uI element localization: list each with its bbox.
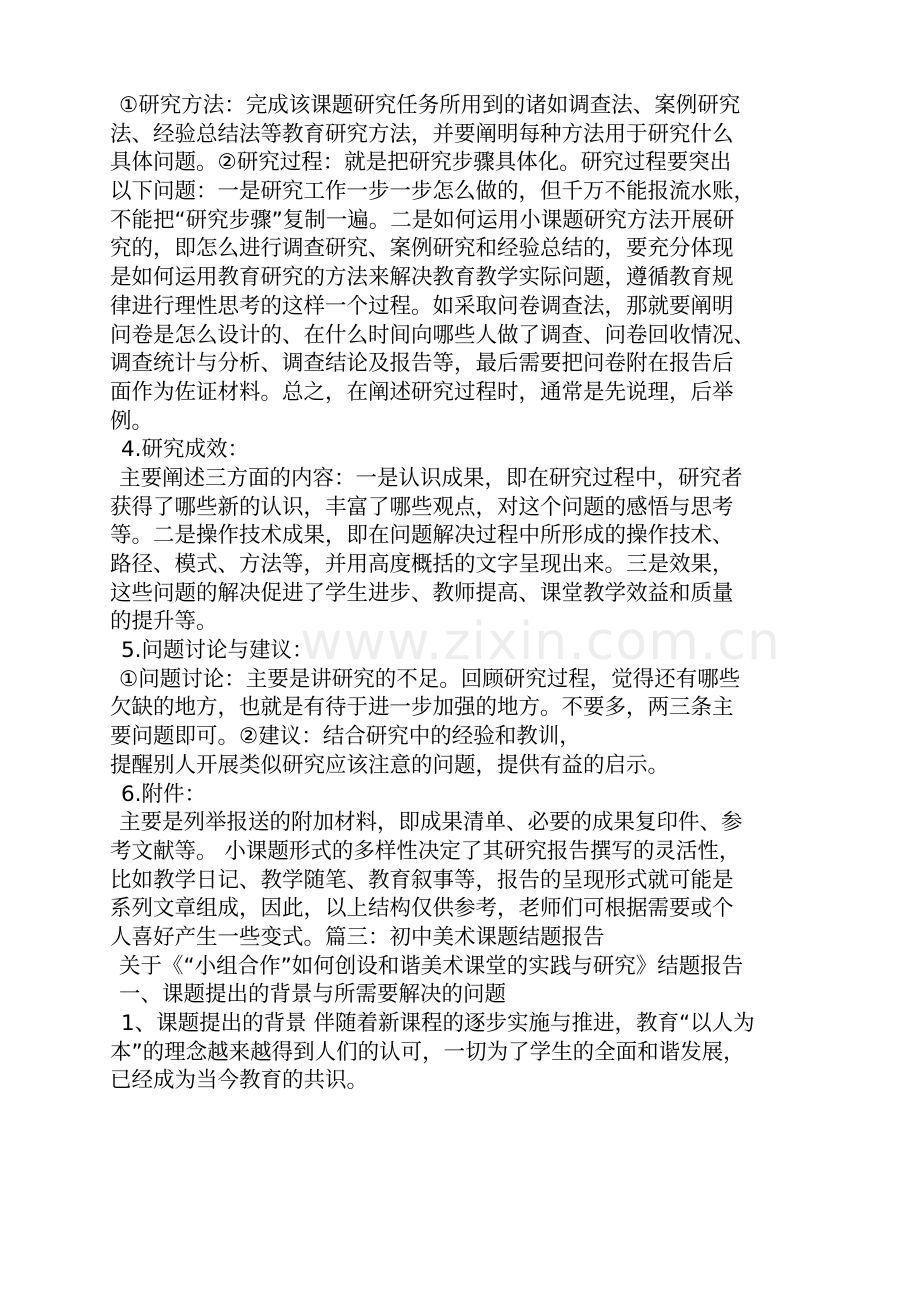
text-line: 已经成为当今教育的共识。: [110, 1068, 369, 1094]
report-title-line: 关于《“小组合作”如何创设和谐美术课堂的实践与研究》结题报告: [119, 953, 744, 979]
watermark: www.zixin.com.cn: [300, 612, 781, 672]
text-line: ①问题讨论：主要是讲研究的不足。回顾研究过程，觉得还有哪些: [119, 666, 741, 692]
text-line: 不能把“研究步骤”复制一遍。二是如何运用小课题研究方法开展研: [110, 207, 735, 233]
text-line: 是如何运用教育研究的方法来解决教育教学实际问题，遵循教育规: [110, 265, 734, 291]
text-line: 的提升等。: [110, 609, 218, 635]
section-heading: 4.研究成效：: [121, 437, 250, 463]
text-line: 本”的理念越来越得到人们的认可，一切为了学生的全面和谐发展，: [110, 1039, 745, 1065]
text-line: 例。: [110, 408, 154, 434]
section-heading: 5.问题讨论与建议：: [121, 638, 314, 664]
text-line: 获得了哪些新的认识，丰富了哪些观点，对这个问题的感悟与思考: [110, 494, 734, 520]
text-line: 欠缺的地方，也就是有待于进一步加强的地方。不要多，两三条主: [110, 695, 734, 721]
text-line: 比如教学日记、教学随笔、教育叙事等，报告的呈现形式就可能是: [110, 867, 734, 893]
section-heading: 一、课题提出的背景与所需要解决的问题: [119, 982, 507, 1008]
text-line: 究的，即怎么进行调查研究、案例研究和经验总结的，要充分体现: [110, 236, 734, 262]
text-line: 等。二是操作技术成果，即在问题解决过程中所形成的操作技术、: [110, 523, 734, 549]
text-line: 提醒别人开展类似研究应该注意的问题，提供有益的启示。: [110, 752, 670, 778]
text-line: 这些问题的解决促进了学生进步、教师提高、课堂教学效益和质量: [110, 580, 734, 606]
text-line: ①研究方法：完成该课题研究任务所用到的诸如调查法、案例研究: [119, 93, 741, 118]
text-line: 要问题即可。②建议：结合研究中的经验和教训，: [110, 724, 581, 750]
text-line: 人喜好产生一些变式。篇三：初中美术课题结题报告: [110, 924, 605, 950]
text-line: 具体问题。②研究过程：就是把研究步骤具体化。研究过程要突出: [110, 150, 732, 176]
text-line: 调查统计与分析、调查结论及报告等，最后需要把问卷附在报告后: [110, 351, 734, 377]
text-line: 以下问题：一是研究工作一步一步怎么做的，但千万不能报流水账，: [110, 179, 756, 205]
text-line: 路径、模式、方法等，并用高度概括的文字呈现出来。三是效果，: [110, 552, 734, 577]
text-line: 考文献等。 小课题形式的多样性决定了其研究报告撰写的灵活性，: [110, 838, 741, 864]
text-line: 主要是列举报送的附加材料，即成果清单、必要的成果复印件、参: [119, 810, 743, 836]
text-line: 律进行理性思考的这样一个过程。如采取问卷调查法，那就要阐明: [110, 293, 734, 319]
text-line: 面作为佐证材料。总之，在阐述研究过程时，通常是先说理，后举: [110, 379, 734, 405]
text-line: 1、课题提出的背景 伴随着新课程的逐步实施与推进，教育“以人为: [121, 1011, 755, 1036]
document-body: [110, 92, 810, 1096]
text-line: 法、经验总结法等教育研究方法，并要阐明每种方法用于研究什么: [110, 121, 734, 147]
section-heading: 6.附件：: [121, 781, 207, 807]
text-line: 主要阐述三方面的内容：一是认识成果，即在研究过程中，研究者: [119, 465, 743, 491]
text-line: 系列文章组成，因此，以上结构仅供参考，老师们可根据需要或个: [110, 896, 734, 922]
text-line: 问卷是怎么设计的、在什么时间向哪些人做了调查、问卷回收情况、: [110, 322, 756, 348]
